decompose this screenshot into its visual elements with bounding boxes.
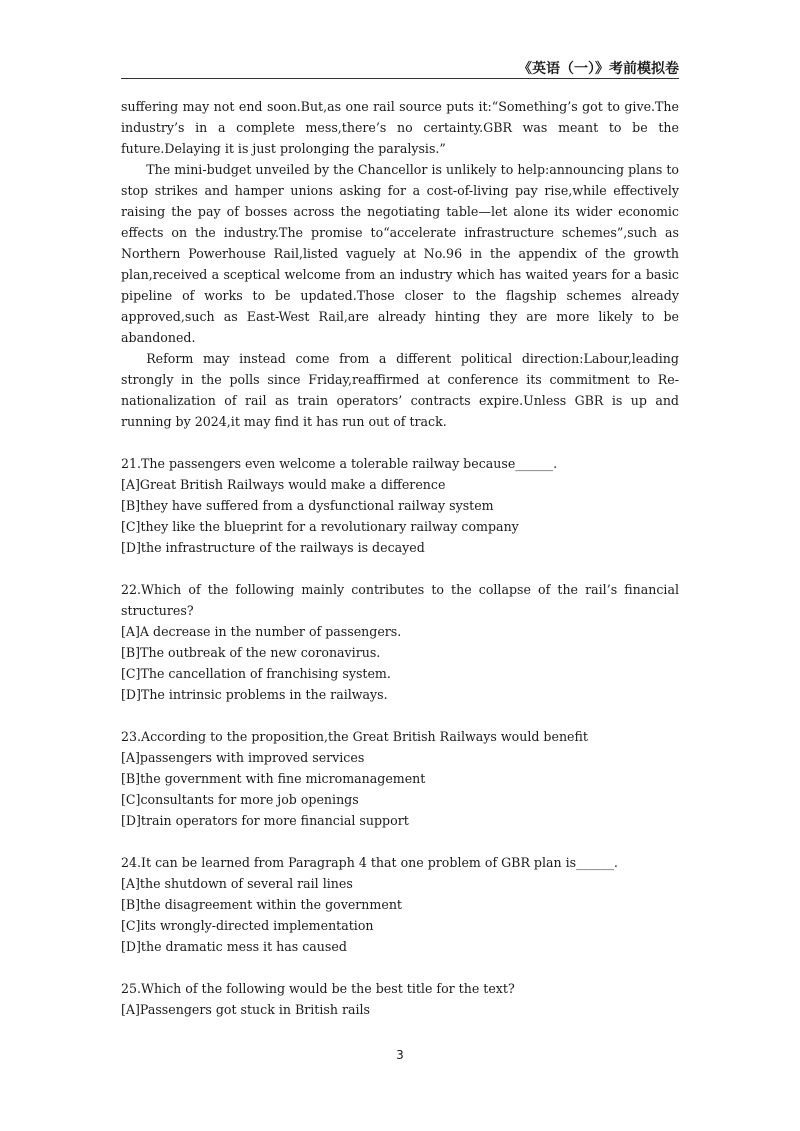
page-content bbox=[121, 96, 679, 1020]
question-25 bbox=[121, 978, 679, 1020]
question-23 bbox=[121, 726, 679, 831]
answer-option: [C]its wrongly-directed implementation bbox=[121, 918, 374, 933]
answer-option: [D]the infrastructure of the railways is decayed bbox=[121, 540, 425, 555]
answer-option: [A]A decrease in the number of passengers. bbox=[121, 624, 402, 639]
question-24 bbox=[121, 852, 679, 957]
page-number: 3 bbox=[396, 1048, 404, 1062]
question-stem: 25.Which of the following would be the best title for the text? bbox=[121, 981, 515, 996]
header-divider bbox=[121, 78, 679, 79]
answer-option: [D]the dramatic mess it has caused bbox=[121, 939, 347, 954]
page-header: 《英语（一）》考前模拟卷 bbox=[518, 61, 679, 77]
answer-option: [B]they have suffered from a dysfunctional railway system bbox=[121, 498, 494, 513]
question-22 bbox=[121, 579, 679, 705]
passage-paragraph: Reform may instead come from a different political direction:Labour,leading strongly in the polls since Friday,reaffirmed at conference its commitment to Re-nationalization of rail as train operators’ contracts expire.Unless GBR is up and running by 2024,it may find it has run out of track. bbox=[121, 351, 679, 429]
answer-option: [B]The outbreak of the new coronavirus. bbox=[121, 645, 381, 660]
answer-option: [B]the government with fine micromanagement bbox=[121, 771, 426, 786]
answer-option: [D]The intrinsic problems in the railways. bbox=[121, 687, 388, 702]
passage-paragraph: The mini-budget unveiled by the Chancellor is unlikely to help:announcing plans to stop strikes and hamper unions asking for a cost-of-living pay rise,while effectively raising the pay of bosses across the negotiating table—let alone its wider economic effects on the industry.The promise to“accelerate infrastructure schemes”,such as Northern Powerhouse Rail,listed vaguely at No.96 in the appendix of the growth plan,received a sceptical welcome from an industry which has waited years for a basic pipeline of works to be updated.Those closer to the flagship schemes already approved,such as East-West Rail,are already hinting they are more likely to be abandoned. bbox=[121, 162, 679, 345]
answer-option: [D]train operators for more financial support bbox=[121, 813, 409, 828]
question-stem: 21.The passengers even welcome a tolerable railway because______. bbox=[121, 456, 558, 471]
answer-option: [C]they like the blueprint for a revolutionary railway company bbox=[121, 519, 519, 534]
answer-option: [C]consultants for more job openings bbox=[121, 792, 359, 807]
answer-option: [A]passengers with improved services bbox=[121, 750, 365, 765]
answer-option: [B]the disagreement within the government bbox=[121, 897, 402, 912]
passage-paragraph: suffering may not end soon.But,as one rail source puts it:“Something’s got to give.The industry’s in a complete mess,there’s no certainty.GBR was meant to be the future.Delaying it is just prolonging the paralysis.” bbox=[121, 99, 679, 156]
question-stem: 23.According to the proposition,the Great British Railways would benefit bbox=[121, 729, 588, 744]
answer-option: [A]Passengers got stuck in British rails bbox=[121, 1002, 371, 1017]
answer-option: [C]The cancellation of franchising system. bbox=[121, 666, 391, 681]
question-stem: 24.It can be learned from Paragraph 4 that one problem of GBR plan is______. bbox=[121, 855, 618, 870]
answer-option: [A]Great British Railways would make a difference bbox=[121, 477, 446, 492]
question-21 bbox=[121, 453, 679, 558]
question-stem: 22.Which of the following mainly contributes to the collapse of the rail’s financial structures? bbox=[121, 582, 679, 618]
answer-option: [A]the shutdown of several rail lines bbox=[121, 876, 353, 891]
